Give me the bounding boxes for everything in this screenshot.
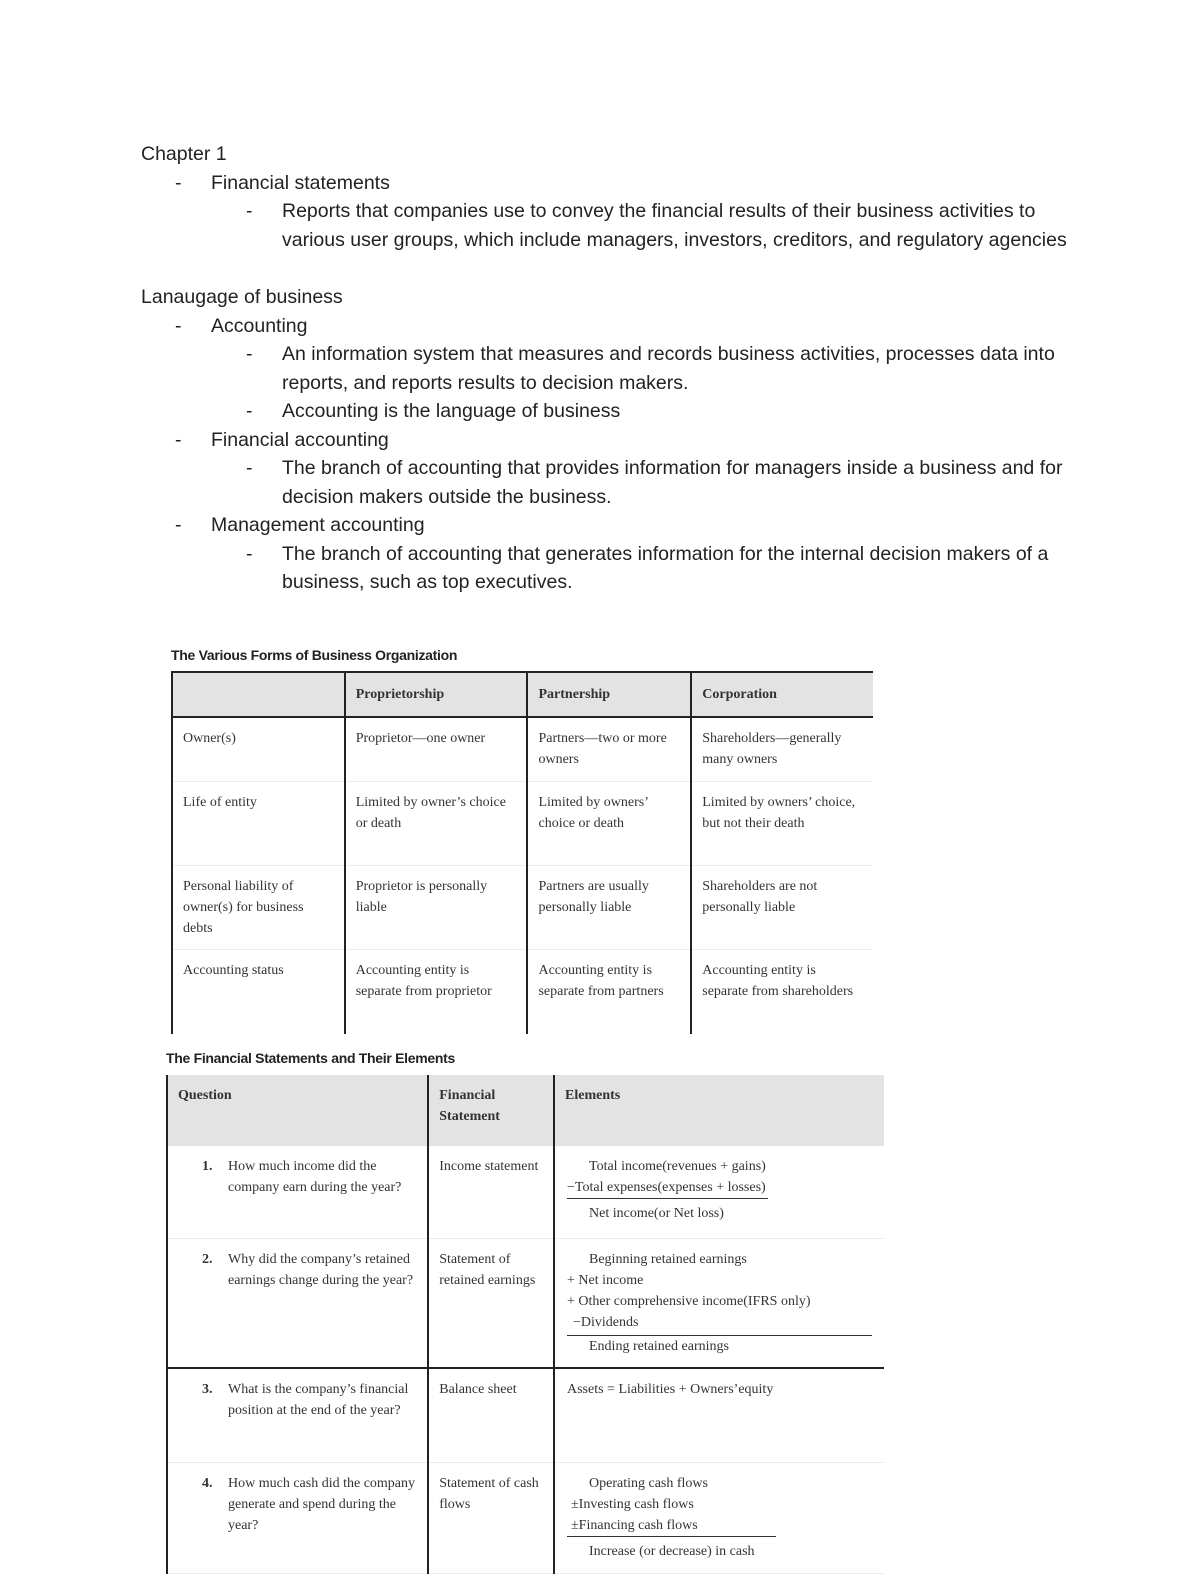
question-text: How much cash did the company generate and spend during the year? xyxy=(228,1476,416,1533)
table-cell: Proprietor is personally liable xyxy=(345,866,528,950)
table-row xyxy=(167,1239,884,1369)
elements-formula: Total income(revenues + gains) −Total expenses(expenses + losses) Net income(or Net loss) xyxy=(567,1159,766,1221)
table-cell: Personal liability of owner(s) for business debts xyxy=(172,866,345,950)
table-financial-statements xyxy=(166,1075,884,1574)
bullet-item: - Financial statements xyxy=(175,171,390,194)
sub-bullet-item: - Accounting is the language of business xyxy=(246,400,621,422)
question-number: 4. xyxy=(202,1476,213,1491)
header-cell: Partnership xyxy=(527,672,691,717)
question-text: What is the company’s financial position at the end of the year? xyxy=(228,1382,409,1418)
table-cell: Accounting entity is separate from shareholders xyxy=(702,963,854,999)
elements-formula: Assets = Liabilities + Owners’equity xyxy=(567,1382,774,1397)
bullet-item: - Financial accounting xyxy=(175,428,389,451)
table-row xyxy=(172,782,873,866)
header-cell: Financial Statement xyxy=(428,1075,554,1146)
statement-name: Balance sheet xyxy=(428,1368,554,1463)
question-text: How much income did the company earn during the year? xyxy=(228,1159,402,1195)
table-row xyxy=(172,717,873,782)
section-heading-language: Lanaugage of business xyxy=(141,286,343,308)
table-cell: Limited by owners’ choice or death xyxy=(527,782,691,866)
table-row xyxy=(167,1368,884,1463)
bullet-item: - Management accounting xyxy=(175,514,425,536)
table-business-forms xyxy=(171,671,873,1034)
table-forms-title: The Various Forms of Business Organization xyxy=(171,647,458,663)
table-cell: Proprietor—one owner xyxy=(345,717,528,782)
header-cell: Corporation xyxy=(691,672,873,717)
table-header-row xyxy=(172,672,873,717)
question-text: Why did the company’s retained earnings change during the year? xyxy=(228,1252,414,1288)
header-cell: Elements xyxy=(554,1075,884,1146)
sub-bullet-item: - An information system that measures and records business activities, processes data into reports, and reports results to decision makers. xyxy=(246,343,1055,394)
header-cell: Question xyxy=(167,1075,428,1146)
header-cell: Proprietorship xyxy=(345,672,528,717)
table-cell: Limited by owners’ choice, but not their death xyxy=(691,782,873,866)
statement-name: Statement of retained earnings xyxy=(428,1239,554,1369)
notes-outline xyxy=(141,140,1081,597)
table-row xyxy=(172,866,873,950)
table-cell: Limited by owner’s choice or death xyxy=(345,782,528,866)
header-cell xyxy=(172,672,345,717)
table-cell: Life of entity xyxy=(172,782,345,866)
sub-bullet-item: - The branch of accounting that generates information for the internal decision makers of a business, such as top executives. xyxy=(246,542,1049,593)
table-header-row xyxy=(167,1075,884,1146)
sub-bullet-item: - Reports that companies use to convey the financial results of their business activities to various user groups, which include managers, investors, creditors, and regulatory agencies xyxy=(246,200,1067,251)
table-cell: Partners are usually personally liable xyxy=(527,866,691,950)
elements-formula: Beginning retained earnings + Net income + Other comprehensive income(IFRS only) −Dividends Ending retained earnings xyxy=(565,1249,874,1357)
elements-formula: Operating cash flows ±Investing cash flows ±Financing cash flows Increase (or decrease) in cash xyxy=(565,1473,874,1562)
table-cell: Accounting status xyxy=(172,950,345,1035)
statement-name: Income statement xyxy=(428,1146,554,1239)
table-cell: Owner(s) xyxy=(172,717,345,782)
table-cell: Shareholders are not personally liable xyxy=(691,866,873,950)
table-row xyxy=(167,1463,884,1574)
table-statements-title: The Financial Statements and Their Elements xyxy=(166,1050,455,1066)
table-row xyxy=(167,1146,884,1239)
table-row xyxy=(172,950,873,1035)
table-cell: Accounting entity is separate from partners xyxy=(527,950,691,1035)
table-cell: Partners—two or more owners xyxy=(527,717,691,782)
table-cell: Shareholders—generally many owners xyxy=(691,717,873,782)
table-cell: Accounting entity is separate from proprietor xyxy=(345,950,528,1035)
sub-bullet-item: - The branch of accounting that provides information for managers inside a business and for decision makers outside the business. xyxy=(246,457,1063,508)
question-number: 2. xyxy=(202,1252,213,1267)
question-number: 3. xyxy=(202,1382,213,1397)
statement-name: Statement of cash flows xyxy=(428,1463,554,1574)
question-number: 1. xyxy=(202,1159,213,1174)
section-heading-chapter: Chapter 1 xyxy=(141,143,227,165)
bullet-item: - Accounting xyxy=(175,314,308,337)
